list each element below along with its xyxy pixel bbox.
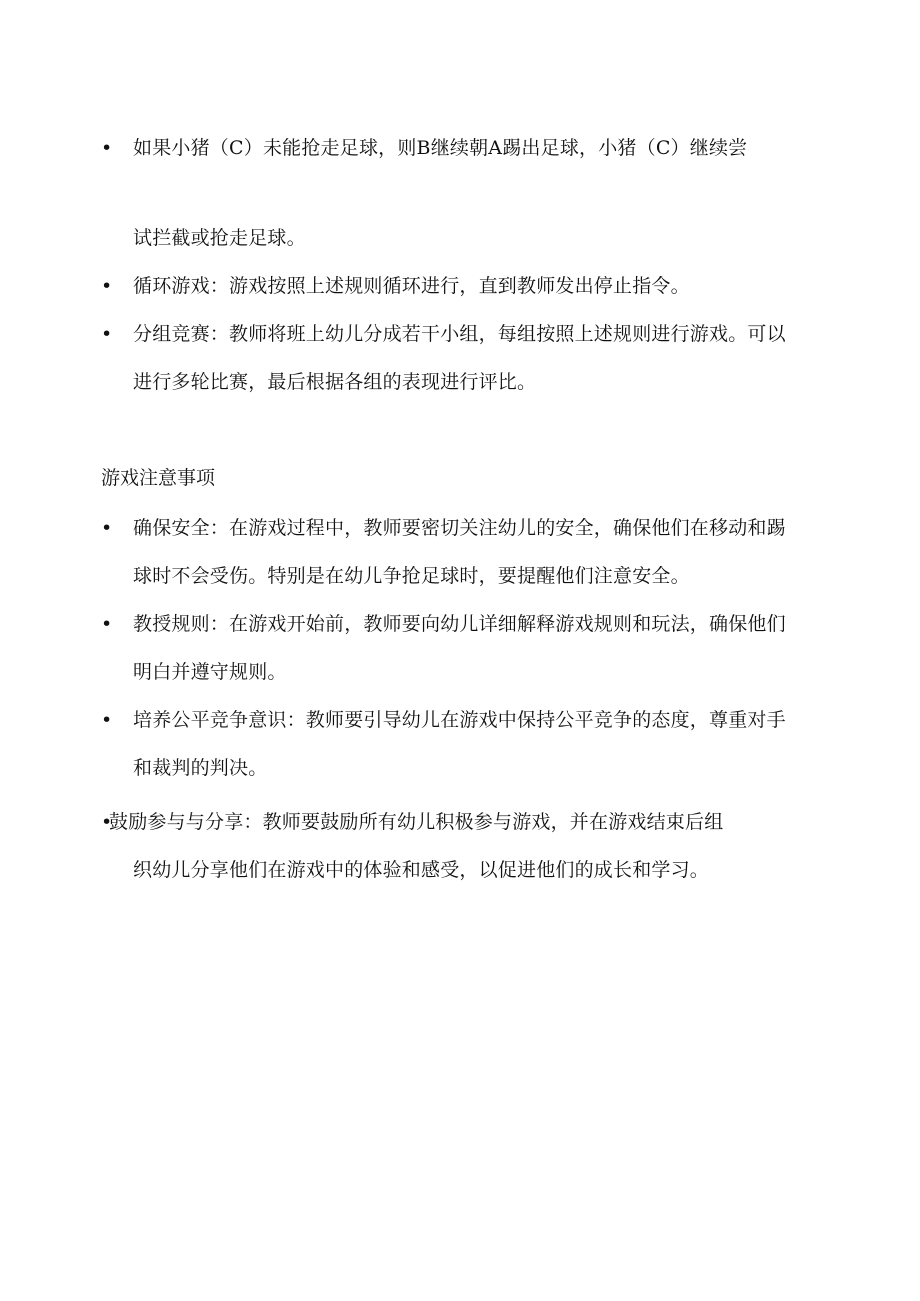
paragraph-line: 鼓励参与与分享：教师要鼓励所有幼儿积极参与游戏，并在游戏结束后组 (109, 811, 724, 833)
paragraph-line: 进行多轮比赛，最后根据各组的表现进行评比。 (133, 371, 537, 393)
paragraph-line: 明白并遵守规则。 (133, 661, 287, 683)
paragraph-line: 培养公平竞争意识：教师要引导幼儿在游戏中保持公平竞争的态度，尊重对手 (133, 709, 786, 731)
paragraph-line: 如果小猪（C）未能抢走足球，则B继续朝A踢出足球，小猪（C）继续尝 (133, 137, 748, 159)
bullet-marker: • (101, 709, 113, 731)
paragraph-line: 分组竞赛：教师将班上幼儿分成若干小组，每组按照上述规则进行游戏。可以 (133, 323, 786, 345)
paragraph-line: 教授规则：在游戏开始前，教师要向幼儿详细解释游戏规则和玩法，确保他们 (133, 613, 786, 635)
bullet-marker: • (101, 323, 113, 345)
bullet-marker: • (101, 613, 113, 635)
paragraph-line: 确保安全：在游戏过程中，教师要密切关注幼儿的安全，确保他们在移动和踢 (133, 517, 786, 539)
bullet-marker: • (101, 275, 113, 297)
bullet-marker: • (101, 517, 113, 539)
paragraph-line: 球时不会受伤。特别是在幼儿争抢足球时，要提醒他们注意安全。 (133, 565, 690, 587)
paragraph-line: 循环游戏：游戏按照上述规则循环进行，直到教师发出停止指令。 (133, 275, 690, 297)
section-heading: 游戏注意事项 (101, 467, 216, 489)
paragraph-line: 和裁判的判决。 (133, 757, 268, 779)
bullet-marker: • (101, 137, 113, 159)
bullet-marker: • (101, 811, 113, 833)
paragraph-line: 织幼儿分享他们在游戏中的体验和感受，以促进他们的成长和学习。 (133, 859, 710, 881)
paragraph-line: 试拦截或抢走足球。 (133, 227, 306, 249)
